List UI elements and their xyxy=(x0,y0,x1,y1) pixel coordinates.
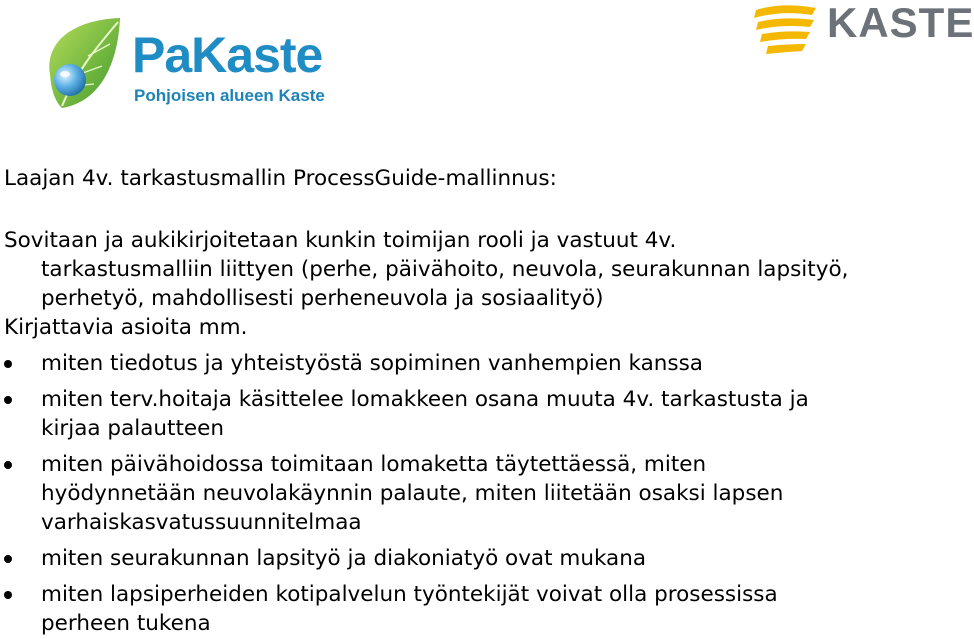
bullet-item-5 xyxy=(4,580,954,638)
bullet-line: varhaiskasvatussuunnitelmaa xyxy=(41,510,362,535)
bullet-item-1 xyxy=(4,349,954,378)
intro-line-3: perhetyö, mahdollisesti perheneuvola ja sosiaalityö) xyxy=(41,286,604,311)
bullet-line: miten päivähoidossa toimitaan lomaketta täytettäessä, miten xyxy=(41,452,707,477)
intro-line-2: tarkastusmalliin liittyen (perhe, päivähoito, neuvola, seurakunnan lapsityö, xyxy=(41,257,849,282)
bullet-item-3 xyxy=(4,450,954,537)
bullet-line: perheen tukena xyxy=(41,611,211,636)
kaste-logo-text: KASTE xyxy=(827,0,974,46)
bullet-line: miten lapsiperheiden kotipalvelun työntekijät voivat olla prosessissa xyxy=(41,582,778,607)
bullet-line: hyödynnetään neuvolakäynnin palaute, miten liitetään osaksi lapsen xyxy=(41,481,784,506)
kaste-logo xyxy=(752,0,974,60)
bullet-dot-icon xyxy=(4,591,12,599)
bullet-item-4 xyxy=(4,544,954,573)
bullet-dot-icon xyxy=(4,461,12,469)
pakaste-logo-subtitle: Pohjoisen alueen Kaste xyxy=(134,86,325,105)
bullet-dot-icon xyxy=(4,396,12,404)
bullet-line: miten terv.hoitaja käsittelee lomakkeen osana muuta 4v. tarkastusta ja xyxy=(41,387,809,412)
slide-content xyxy=(4,164,954,638)
leaf-logo-icon xyxy=(40,14,130,114)
slide-heading: Laajan 4v. tarkastusmallin ProcessGuide-mallinnus: xyxy=(4,166,557,191)
intro-line-1: Sovitaan ja aukikirjoitetaan kunkin toimijan rooli ja vastuut 4v. xyxy=(4,228,677,253)
sun-stripes-logo-icon xyxy=(752,2,822,60)
pakaste-logo-title: PaKaste xyxy=(132,27,323,83)
pakaste-logo xyxy=(40,14,325,114)
kirjattavia-label: Kirjattavia asioita mm. xyxy=(4,315,248,340)
bullet-dot-icon xyxy=(4,555,12,563)
bullet-item-2 xyxy=(4,385,954,443)
bullet-line: miten tiedotus ja yhteistyöstä sopiminen vanhempien kanssa xyxy=(41,351,703,376)
bullet-dot-icon xyxy=(4,360,12,368)
bullet-line: miten seurakunnan lapsityö ja diakoniatyö ovat mukana xyxy=(41,546,646,571)
bullet-line: kirjaa palautteen xyxy=(41,416,224,441)
